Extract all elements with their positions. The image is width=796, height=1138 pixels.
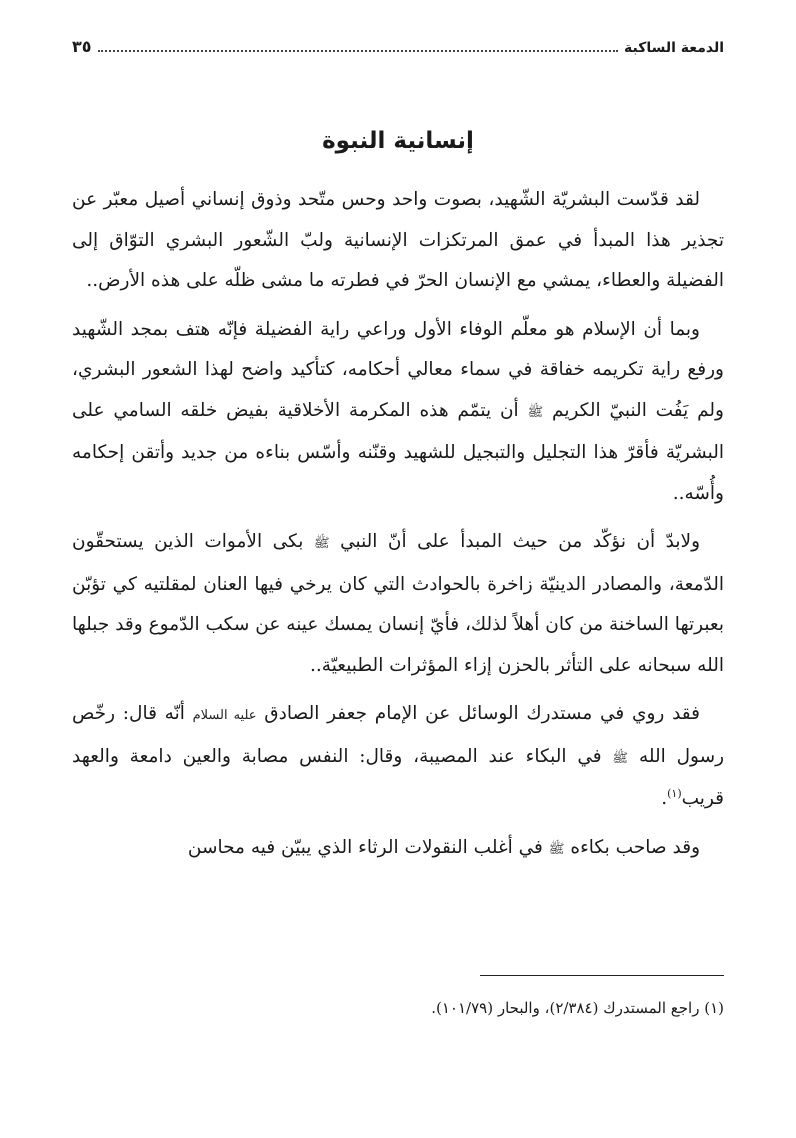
paragraph-3 [72,522,724,686]
paragraph-1 [72,180,724,302]
footnote-reference[interactable]: (١) [667,786,682,800]
imam-salutation-icon: عليه السلام [192,708,257,723]
paragraph-4 [72,694,724,820]
footnote: (١) راجع المستدرك (٢/٣٨٤)، والبحار (١٠١/٧٩). [431,999,724,1017]
paragraph-5 [72,828,724,871]
book-title: الدمعة الساكبة [624,40,724,56]
running-header [72,30,724,56]
paragraph-3-text-b: بكى الأموات الذين يستحقّون الدّمعة، والمصادر الدينيّة زاخرة بالحوادث التي كان يرخي فيها العنان لمقلتيه كي تؤبّن بعبرتها الساخنة من كان أهلاً لذلك، فأيّ إنسان يمسك عينه عن سكب الدّموع وقد جبلها الله سبحانه على التأثر بالحزن إزاء المؤثرات الطبيعيّة.. [72,531,724,676]
paragraph-2-text-b: أن يتمّم هذه المكرمة الأخلاقية بفيض خلقه السامي على البشريّة فأقرّ هذا التجليل والتبجيل للشهيد وقنّنه وأسّس بناءه من جديد وأتقن إحكامه وأُسّه.. [72,399,724,504]
paragraph-2-text-a: وبما أن الإسلام هو معلّم الوفاء الأول وراعي راية الفضيلة فإنّه هتف بمجد الشّهيد ورفع راية تكريمه خفاقة في سماء معالي أحكامه، كتأكيد واضح لهذا الشعور البشري، ولم يَفُت النبيّ الكريم [72,318,724,421]
salutation-icon: ﷺ [612,750,629,766]
section-title: إنسانية النبوة [322,128,474,154]
paragraph-3-text-a: ولابدّ أن نؤكّد من حيث المبدأ على أنّ النبي [340,531,701,552]
salutation-icon: ﷺ [527,404,544,420]
page-number: ٣٥ [72,37,92,56]
salutation-icon: ﷺ [548,841,565,857]
paragraph-5-text-a: وقد صاحب بكاءه [570,836,700,858]
footnote-divider [480,975,724,976]
paragraph-4-end: . [661,788,668,809]
body-text [72,180,724,878]
paragraph-5-text-b: في أغلب النقولات الرثاء الذي يبيّن فيه محاسن [187,836,543,858]
paragraph-4-text-c: في البكاء عند المصيبة، وقال: النفس مصابة والعين دامعة والعهد قريب [72,745,724,809]
paragraph-4-text-b: أنّه قال: رخّص رسول الله [72,703,725,767]
paragraph-4-text-a: فقد روي في مستدرك الوسائل عن الإمام جعفر الصادق [264,703,701,724]
salutation-icon: ﷺ [313,536,330,551]
header-dotted-leader [98,50,618,52]
paragraph-2 [72,310,724,515]
paragraph-1-text: لقد قدّست البشريّة الشّهيد، بصوت واحد وحس متّحد وذوق إنساني أصيل معبّر عن تجذير هذا المبدأ في عمق المرتكزات الإنسانية ولبّ الشّعور البشري التوّاق إلى الفضيلة والعطاء، يمشي مع الإنسان الحرّ في فطرته ما مشى ظلّه على هذه الأرض.. [72,189,724,291]
